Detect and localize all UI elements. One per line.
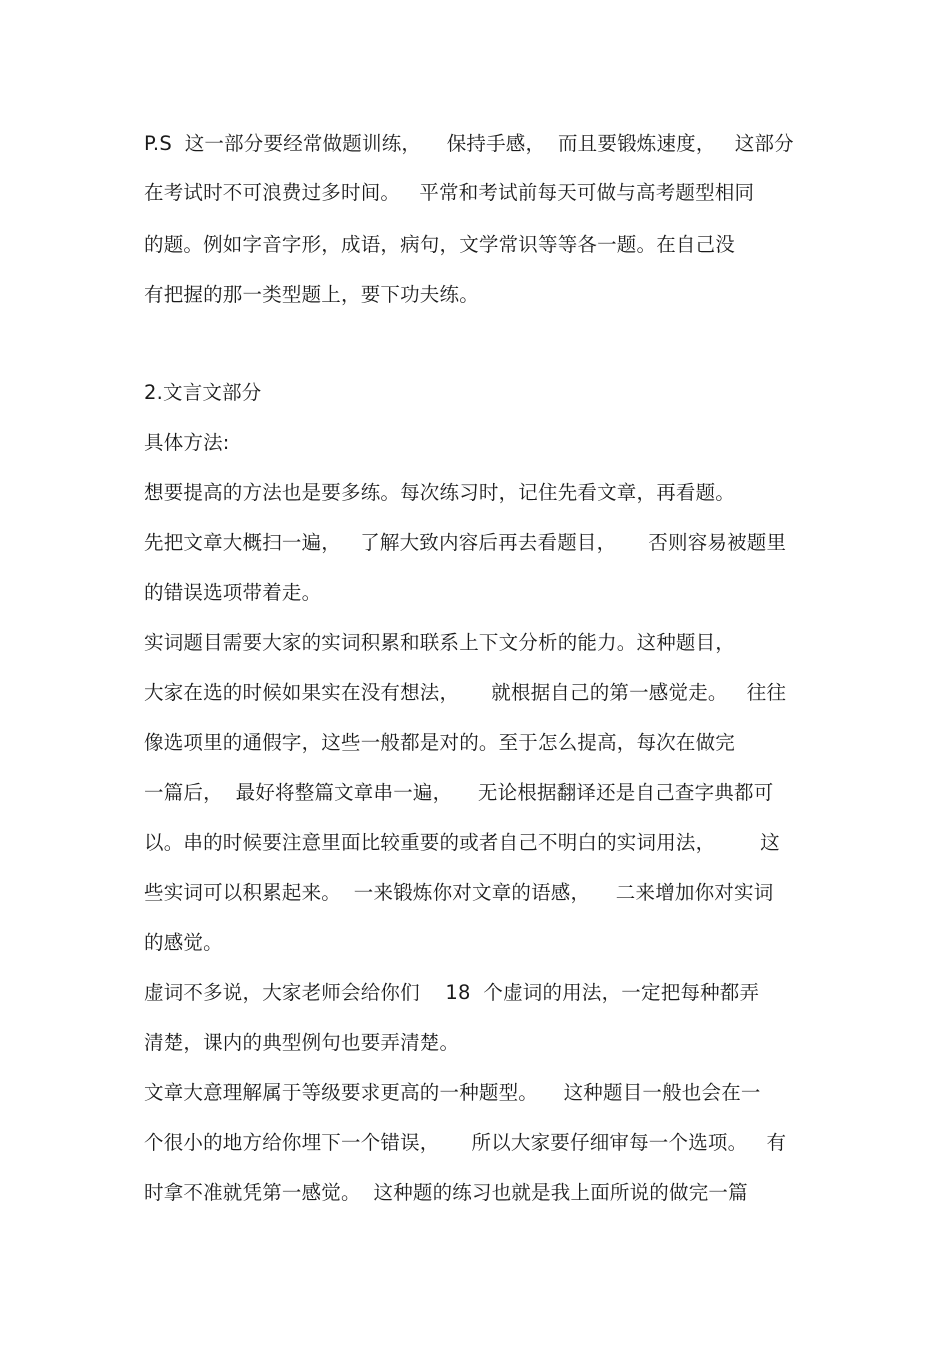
paragraph-line-21: 时拿不准就凭第一感觉。 这种题的练习也就是我上面所说的做完一篇 <box>144 1181 748 1204</box>
paragraph-line-11: 大家在选的时候如果实在没有想法， 就根据自己的第一感觉走。 往往 <box>144 681 787 704</box>
paragraph-line-17: 虚词不多说，大家老师会给你们 18 个虚词的用法，一定把每种都弄 <box>144 981 760 1004</box>
section-heading: 2.文言文部分 <box>144 381 262 404</box>
paragraph-line-3: 的题。例如字音字形，成语，病句，文学常识等等各一题。在自己没 <box>144 233 736 256</box>
paragraph-line-10: 实词题目需要大家的实词积累和联系上下文分析的能力。这种题目， <box>144 631 736 654</box>
paragraph-line-2: 在考试时不可浪费过多时间。 平常和考试前每天可做与高考题型相同 <box>144 181 755 204</box>
paragraph-line-12: 像选项里的通假字，这些一般都是对的。至于怎么提高，每次在做完 <box>144 731 736 754</box>
paragraph-line-14: 以。串的时候要注意里面比较重要的或者自己不明白的实词用法， 这 <box>144 831 780 854</box>
paragraph-line-18: 清楚，课内的典型例句也要弄清楚。 <box>144 1031 460 1054</box>
paragraph-line-7: 想要提高的方法也是要多练。每次练习时，记住先看文章，再看题。 <box>144 481 736 504</box>
paragraph-line-8: 先把文章大概扫一遍， 了解大致内容后再去看题目， 否则容易被题里 <box>144 531 787 554</box>
paragraph-line-20: 个很小的地方给你埋下一个错误， 所以大家要仔细审每一个选项。 有 <box>144 1131 787 1154</box>
paragraph-line-4: 有把握的那一类型题上，要下功夫练。 <box>144 283 479 306</box>
paragraph-line-19: 文章大意理解属于等级要求更高的一种题型。 这种题目一般也会在一 <box>144 1081 761 1104</box>
paragraph-line-1: P.S 这一部分要经常做题训练， 保持手感， 而且要锻炼速度， 这部分 <box>144 132 794 155</box>
paragraph-line-9: 的错误选项带着走。 <box>144 581 322 604</box>
paragraph-line-16: 的感觉。 <box>144 931 223 954</box>
paragraph-line-13: 一篇后， 最好将整篇文章串一遍， 无论根据翻译还是自己查字典都可 <box>144 781 774 804</box>
subheading: 具体方法: <box>144 431 230 454</box>
paragraph-line-15: 些实词可以积累起来。 一来锻炼你对文章的语感， 二来增加你对实词 <box>144 881 774 904</box>
